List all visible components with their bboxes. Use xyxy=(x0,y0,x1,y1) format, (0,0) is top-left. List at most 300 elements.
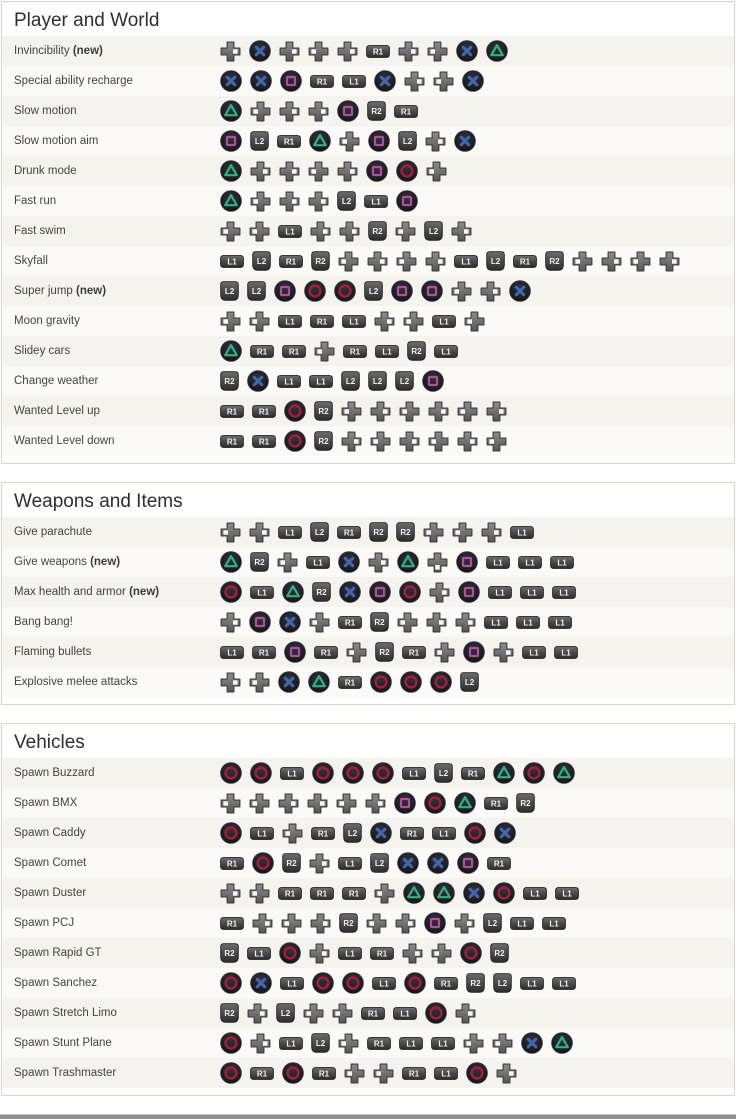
ps-circle-icon xyxy=(400,671,422,693)
ps-triangle-icon xyxy=(553,762,575,784)
cheat-name xyxy=(2,165,220,177)
dpad-left-icon xyxy=(249,221,270,242)
cheat-table xyxy=(2,517,734,697)
cheat-row xyxy=(2,336,734,366)
dpad-left-icon xyxy=(314,341,335,362)
svg-text:R1: R1 xyxy=(226,859,238,869)
dpad-left-icon xyxy=(277,552,298,573)
svg-text:L2: L2 xyxy=(428,226,439,236)
cheat-name xyxy=(2,405,220,417)
svg-text:R1: R1 xyxy=(226,919,238,929)
l1-button-icon xyxy=(278,315,302,328)
ps-circle-icon xyxy=(334,280,356,302)
svg-text:R1: R1 xyxy=(226,407,238,417)
l2-button-icon xyxy=(276,1003,295,1023)
dpad-right-icon xyxy=(395,913,416,934)
svg-text:R2: R2 xyxy=(371,106,382,116)
svg-text:L1: L1 xyxy=(285,528,295,538)
ps-cross-icon xyxy=(374,70,396,92)
cheat-row xyxy=(2,1028,734,1058)
l1-button-icon xyxy=(247,947,271,960)
cheat-name xyxy=(2,1007,220,1019)
cheat-row xyxy=(2,637,734,667)
r1-button-icon xyxy=(513,255,537,268)
cheat-row xyxy=(2,366,734,396)
cheat-row xyxy=(2,758,734,788)
svg-text:R1: R1 xyxy=(343,528,355,538)
dpad-right-icon xyxy=(339,221,360,242)
ps-triangle-icon xyxy=(397,551,419,573)
cheat-name-text: Spawn Buzzard xyxy=(14,767,95,779)
svg-text:L1: L1 xyxy=(491,618,501,628)
ps-square-icon xyxy=(421,280,443,302)
cheat-row xyxy=(2,607,734,637)
l2-button-icon xyxy=(486,251,505,271)
svg-text:R1: R1 xyxy=(317,829,329,839)
button-sequence xyxy=(220,280,734,302)
dpad-right-icon xyxy=(402,943,423,964)
l1-button-icon xyxy=(250,586,274,599)
ps-square-icon xyxy=(284,641,306,663)
ps-square-icon xyxy=(457,852,479,874)
svg-text:L1: L1 xyxy=(285,227,295,237)
cheat-name-text: Wanted Level down xyxy=(14,435,115,447)
l2-button-icon xyxy=(337,191,356,211)
ps-circle-icon xyxy=(220,972,242,994)
dpad-right-icon xyxy=(220,672,241,693)
button-sequence xyxy=(220,40,734,62)
svg-text:R1: R1 xyxy=(285,257,297,267)
dpad-left-icon xyxy=(220,311,241,332)
l2-button-icon xyxy=(250,131,269,151)
cheat-table xyxy=(2,36,734,456)
dpad-left-icon xyxy=(457,401,478,422)
cheat-name-text: Spawn Stretch Limo xyxy=(14,1007,117,1019)
cheat-name xyxy=(2,917,220,929)
svg-text:L1: L1 xyxy=(439,829,449,839)
dpad-right-icon xyxy=(309,943,330,964)
button-sequence xyxy=(220,671,734,693)
svg-text:R1: R1 xyxy=(349,347,361,357)
r1-button-icon xyxy=(367,1037,391,1050)
svg-text:L1: L1 xyxy=(549,919,559,929)
cheat-name xyxy=(2,797,220,809)
dpad-right-icon xyxy=(252,913,273,934)
dpad-right-icon xyxy=(367,251,388,272)
dpad-left-icon xyxy=(431,943,452,964)
svg-text:L1: L1 xyxy=(349,317,359,327)
svg-text:L1: L1 xyxy=(400,1009,410,1019)
l1-button-icon xyxy=(432,827,456,840)
ps-triangle-icon xyxy=(551,1032,573,1054)
svg-text:L1: L1 xyxy=(313,558,323,568)
svg-text:R1: R1 xyxy=(372,47,384,57)
button-sequence xyxy=(220,1032,734,1054)
dpad-left-icon xyxy=(249,793,270,814)
l2-button-icon xyxy=(368,371,387,391)
dpad-left-icon xyxy=(249,311,270,332)
svg-text:R2: R2 xyxy=(318,436,329,446)
l1-button-icon xyxy=(250,827,274,840)
button-sequence xyxy=(220,251,734,272)
ps-circle-icon xyxy=(399,581,421,603)
cheat-row xyxy=(2,577,734,607)
r2-button-icon xyxy=(396,522,415,542)
r2-button-icon xyxy=(466,973,485,993)
svg-text:L1: L1 xyxy=(517,528,527,538)
dpad-left-icon xyxy=(341,401,362,422)
cheat-row xyxy=(2,276,734,306)
svg-text:R1: R1 xyxy=(284,889,296,899)
ps-cross-icon xyxy=(427,852,449,874)
dpad-left-icon xyxy=(423,522,444,543)
svg-text:L1: L1 xyxy=(227,257,237,267)
dpad-left-icon xyxy=(397,612,418,633)
section-vehicles xyxy=(1,723,735,1096)
dpad-left-icon xyxy=(346,642,367,663)
l1-button-icon xyxy=(342,75,366,88)
r2-button-icon xyxy=(339,913,358,933)
svg-text:R2: R2 xyxy=(286,858,297,868)
cheat-row xyxy=(2,426,734,456)
new-badge: (new) xyxy=(72,45,103,57)
cheat-name xyxy=(2,105,220,117)
l2-button-icon xyxy=(343,823,362,843)
r2-button-icon xyxy=(407,341,426,361)
ps-cross-icon xyxy=(521,1032,543,1054)
svg-text:R1: R1 xyxy=(288,347,300,357)
dpad-left-icon xyxy=(249,883,270,904)
ps-cross-icon xyxy=(456,40,478,62)
l1-button-icon xyxy=(279,1037,303,1050)
cheat-row xyxy=(2,1058,734,1088)
cheat-name xyxy=(2,526,220,538)
cheat-name xyxy=(2,1037,220,1049)
cheat-name xyxy=(2,887,220,899)
cheat-name xyxy=(2,857,220,869)
cheat-table xyxy=(2,758,734,1088)
dpad-left-icon xyxy=(373,1063,394,1084)
dpad-left-icon xyxy=(220,221,241,242)
cheat-name xyxy=(2,977,220,989)
svg-text:R1: R1 xyxy=(320,648,332,658)
dpad-right-icon xyxy=(250,1033,271,1054)
r1-button-icon xyxy=(252,435,276,448)
l2-button-icon xyxy=(395,371,414,391)
cheat-name xyxy=(2,827,220,839)
l1-button-icon xyxy=(548,616,572,629)
dpad-right-icon xyxy=(368,552,389,573)
button-sequence xyxy=(220,641,734,663)
ps-triangle-icon xyxy=(486,40,508,62)
section-title: Vehicles xyxy=(14,732,85,753)
r2-button-icon xyxy=(282,853,301,873)
cheat-name xyxy=(2,225,220,237)
dpad-left-icon xyxy=(433,71,454,92)
dpad-left-icon xyxy=(250,191,271,212)
ps-triangle-icon xyxy=(403,882,425,904)
r1-button-icon xyxy=(220,435,244,448)
dpad-right-icon xyxy=(454,913,475,934)
dpad-left-icon xyxy=(374,883,395,904)
button-sequence xyxy=(220,70,734,92)
dpad-left-icon xyxy=(630,251,651,272)
svg-text:R1: R1 xyxy=(408,1069,420,1079)
l1-button-icon xyxy=(510,526,534,539)
button-sequence xyxy=(220,370,734,392)
ps-square-icon xyxy=(396,190,418,212)
svg-text:L1: L1 xyxy=(438,1039,448,1049)
dpad-left-icon xyxy=(428,431,449,452)
cheat-name-text: Slidey cars xyxy=(14,345,71,357)
ps-circle-icon xyxy=(284,430,306,452)
dpad-left-icon xyxy=(463,1033,484,1054)
l1-button-icon xyxy=(278,225,302,238)
ps-cross-icon xyxy=(397,852,419,874)
dpad-left-icon xyxy=(370,431,391,452)
svg-text:R2: R2 xyxy=(400,527,411,537)
r1-button-icon xyxy=(250,345,274,358)
r1-button-icon xyxy=(220,917,244,930)
button-sequence xyxy=(220,522,734,543)
button-sequence xyxy=(220,100,734,122)
section-weapons-and-items xyxy=(1,482,735,705)
cheat-row xyxy=(2,848,734,878)
dpad-right-icon xyxy=(480,281,501,302)
svg-text:L1: L1 xyxy=(527,588,537,598)
svg-text:L2: L2 xyxy=(347,828,358,838)
dpad-right-icon xyxy=(429,582,450,603)
l2-button-icon xyxy=(364,281,383,301)
cheat-name-text: Spawn PCJ xyxy=(14,917,75,929)
svg-text:R2: R2 xyxy=(343,918,354,928)
svg-text:L1: L1 xyxy=(529,648,539,658)
l1-button-icon xyxy=(520,977,544,990)
button-sequence xyxy=(220,882,734,904)
svg-text:L2: L2 xyxy=(251,286,262,296)
svg-text:L1: L1 xyxy=(345,949,355,959)
svg-text:R1: R1 xyxy=(258,437,270,447)
svg-text:R1: R1 xyxy=(376,949,388,959)
dpad-left-icon xyxy=(282,823,303,844)
l2-button-icon xyxy=(398,131,417,151)
dpad-right-icon xyxy=(455,612,476,633)
ps-circle-icon xyxy=(370,671,392,693)
l1-button-icon xyxy=(220,255,244,268)
r1-button-icon xyxy=(310,315,334,328)
svg-text:L1: L1 xyxy=(461,257,471,267)
l2-button-icon xyxy=(434,763,453,783)
button-sequence xyxy=(220,611,734,633)
svg-text:R1: R1 xyxy=(493,859,505,869)
ps-circle-icon xyxy=(425,1002,447,1024)
ps-cross-icon xyxy=(220,70,242,92)
dpad-left-icon xyxy=(338,1033,359,1054)
svg-text:L2: L2 xyxy=(254,136,265,146)
dpad-left-icon xyxy=(303,1003,324,1024)
cheat-row xyxy=(2,126,734,156)
r1-button-icon xyxy=(312,1067,336,1080)
l1-button-icon xyxy=(486,556,510,569)
svg-text:L1: L1 xyxy=(257,588,267,598)
r1-button-icon xyxy=(310,887,334,900)
r2-button-icon xyxy=(220,371,239,391)
ps-circle-icon xyxy=(220,762,242,784)
cheat-name-text: Bang bang! xyxy=(14,616,73,628)
l1-button-icon xyxy=(454,255,478,268)
l2-button-icon xyxy=(310,522,329,542)
cheat-name-text: Spawn Comet xyxy=(14,857,87,869)
dpad-left-icon xyxy=(427,41,448,62)
button-sequence xyxy=(220,972,734,994)
ps-cross-icon xyxy=(462,70,484,92)
ps-cross-icon xyxy=(250,972,272,994)
l1-button-icon xyxy=(484,616,508,629)
dpad-right-icon xyxy=(220,612,241,633)
r1-button-icon xyxy=(220,857,244,870)
svg-text:R1: R1 xyxy=(316,77,328,87)
l2-button-icon xyxy=(247,281,266,301)
svg-text:L2: L2 xyxy=(374,858,385,868)
ps-circle-icon xyxy=(312,972,334,994)
r1-button-icon xyxy=(310,75,334,88)
svg-text:L2: L2 xyxy=(497,978,508,988)
dpad-left-icon xyxy=(332,1003,353,1024)
svg-text:R2: R2 xyxy=(316,587,327,597)
svg-text:L1: L1 xyxy=(523,618,533,628)
dpad-left-icon xyxy=(452,522,473,543)
dpad-right-icon xyxy=(601,251,622,272)
svg-text:L1: L1 xyxy=(349,77,359,87)
bottom-divider xyxy=(0,1114,736,1119)
svg-text:R2: R2 xyxy=(224,948,235,958)
svg-text:R1: R1 xyxy=(283,137,295,147)
dpad-left-icon xyxy=(336,793,357,814)
svg-text:L2: L2 xyxy=(487,918,498,928)
svg-text:R2: R2 xyxy=(549,256,560,266)
cheat-row xyxy=(2,66,734,96)
ps-square-icon xyxy=(337,100,359,122)
cheat-name xyxy=(2,135,220,147)
ps-circle-icon xyxy=(220,1032,242,1054)
cheat-row xyxy=(2,667,734,697)
r1-button-icon xyxy=(366,45,390,58)
button-sequence xyxy=(220,762,734,784)
r2-button-icon xyxy=(368,221,387,241)
dpad-right-icon xyxy=(220,41,241,62)
r2-button-icon xyxy=(311,251,330,271)
dpad-right-icon xyxy=(310,221,331,242)
l1-button-icon xyxy=(554,646,578,659)
l1-button-icon xyxy=(309,375,333,388)
ps-circle-icon xyxy=(220,581,242,603)
dpad-left-icon xyxy=(220,793,241,814)
svg-text:L1: L1 xyxy=(530,889,540,899)
l1-button-icon xyxy=(342,315,366,328)
svg-text:L2: L2 xyxy=(315,1038,326,1048)
new-badge: (new) xyxy=(76,285,107,297)
dpad-left-icon xyxy=(339,131,360,152)
cheat-name xyxy=(2,947,220,959)
svg-text:L2: L2 xyxy=(402,136,413,146)
l1-button-icon xyxy=(488,586,512,599)
cheat-row xyxy=(2,36,734,66)
ps-circle-icon xyxy=(460,942,482,964)
ps-square-icon xyxy=(366,160,388,182)
r1-button-icon xyxy=(484,797,508,810)
new-badge: (new) xyxy=(129,586,160,598)
cheat-name-text: Special ability recharge xyxy=(14,75,133,87)
r1-button-icon xyxy=(402,646,426,659)
ps-triangle-icon xyxy=(433,882,455,904)
cheat-row xyxy=(2,216,734,246)
svg-text:R1: R1 xyxy=(256,347,268,357)
svg-text:R1: R1 xyxy=(400,107,412,117)
l1-button-icon xyxy=(278,526,302,539)
l2-button-icon xyxy=(252,251,271,271)
dpad-right-icon xyxy=(250,161,271,182)
ps-triangle-icon xyxy=(309,130,331,152)
ps-square-icon xyxy=(368,130,390,152)
svg-text:R2: R2 xyxy=(315,256,326,266)
dpad-right-icon xyxy=(659,251,680,272)
svg-text:R1: R1 xyxy=(258,407,270,417)
dpad-left-icon xyxy=(250,101,271,122)
ps-square-icon xyxy=(249,611,271,633)
l1-button-icon xyxy=(523,887,547,900)
l1-button-icon xyxy=(510,917,534,930)
l2-button-icon xyxy=(311,1033,330,1053)
l1-button-icon xyxy=(402,767,426,780)
dpad-down-icon xyxy=(427,552,448,573)
l1-button-icon xyxy=(434,1067,458,1080)
r2-button-icon xyxy=(369,522,388,542)
cheat-name-text: Fast swim xyxy=(14,225,66,237)
cheat-name-text: Fast run xyxy=(14,195,57,207)
dpad-right-icon xyxy=(341,431,362,452)
dpad-left-icon xyxy=(281,913,302,934)
ps-circle-icon xyxy=(342,762,364,784)
ps-circle-icon xyxy=(430,671,452,693)
cheat-row xyxy=(2,818,734,848)
ps-circle-icon xyxy=(404,972,426,994)
cheat-name xyxy=(2,616,220,628)
svg-text:L1: L1 xyxy=(495,588,505,598)
dpad-left-icon xyxy=(464,311,485,332)
ps-circle-icon xyxy=(424,792,446,814)
ps-circle-icon xyxy=(220,822,242,844)
l2-button-icon xyxy=(424,221,443,241)
svg-text:L1: L1 xyxy=(525,558,535,568)
cheat-name-text: Explosive melee attacks xyxy=(14,676,138,688)
dpad-right-icon xyxy=(374,311,395,332)
r1-button-icon xyxy=(252,405,276,418)
svg-text:L1: L1 xyxy=(227,648,237,658)
ps-triangle-icon xyxy=(220,160,242,182)
button-sequence xyxy=(220,311,734,332)
r1-button-icon xyxy=(400,827,424,840)
svg-text:L1: L1 xyxy=(316,377,326,387)
l1-button-icon xyxy=(280,977,304,990)
svg-text:R1: R1 xyxy=(226,437,238,447)
svg-text:R2: R2 xyxy=(374,617,385,627)
l1-button-icon xyxy=(542,917,566,930)
button-sequence xyxy=(220,130,734,152)
cheat-row xyxy=(2,246,734,276)
cheat-row xyxy=(2,938,734,968)
svg-text:L1: L1 xyxy=(345,859,355,869)
ps-square-icon xyxy=(424,912,446,934)
